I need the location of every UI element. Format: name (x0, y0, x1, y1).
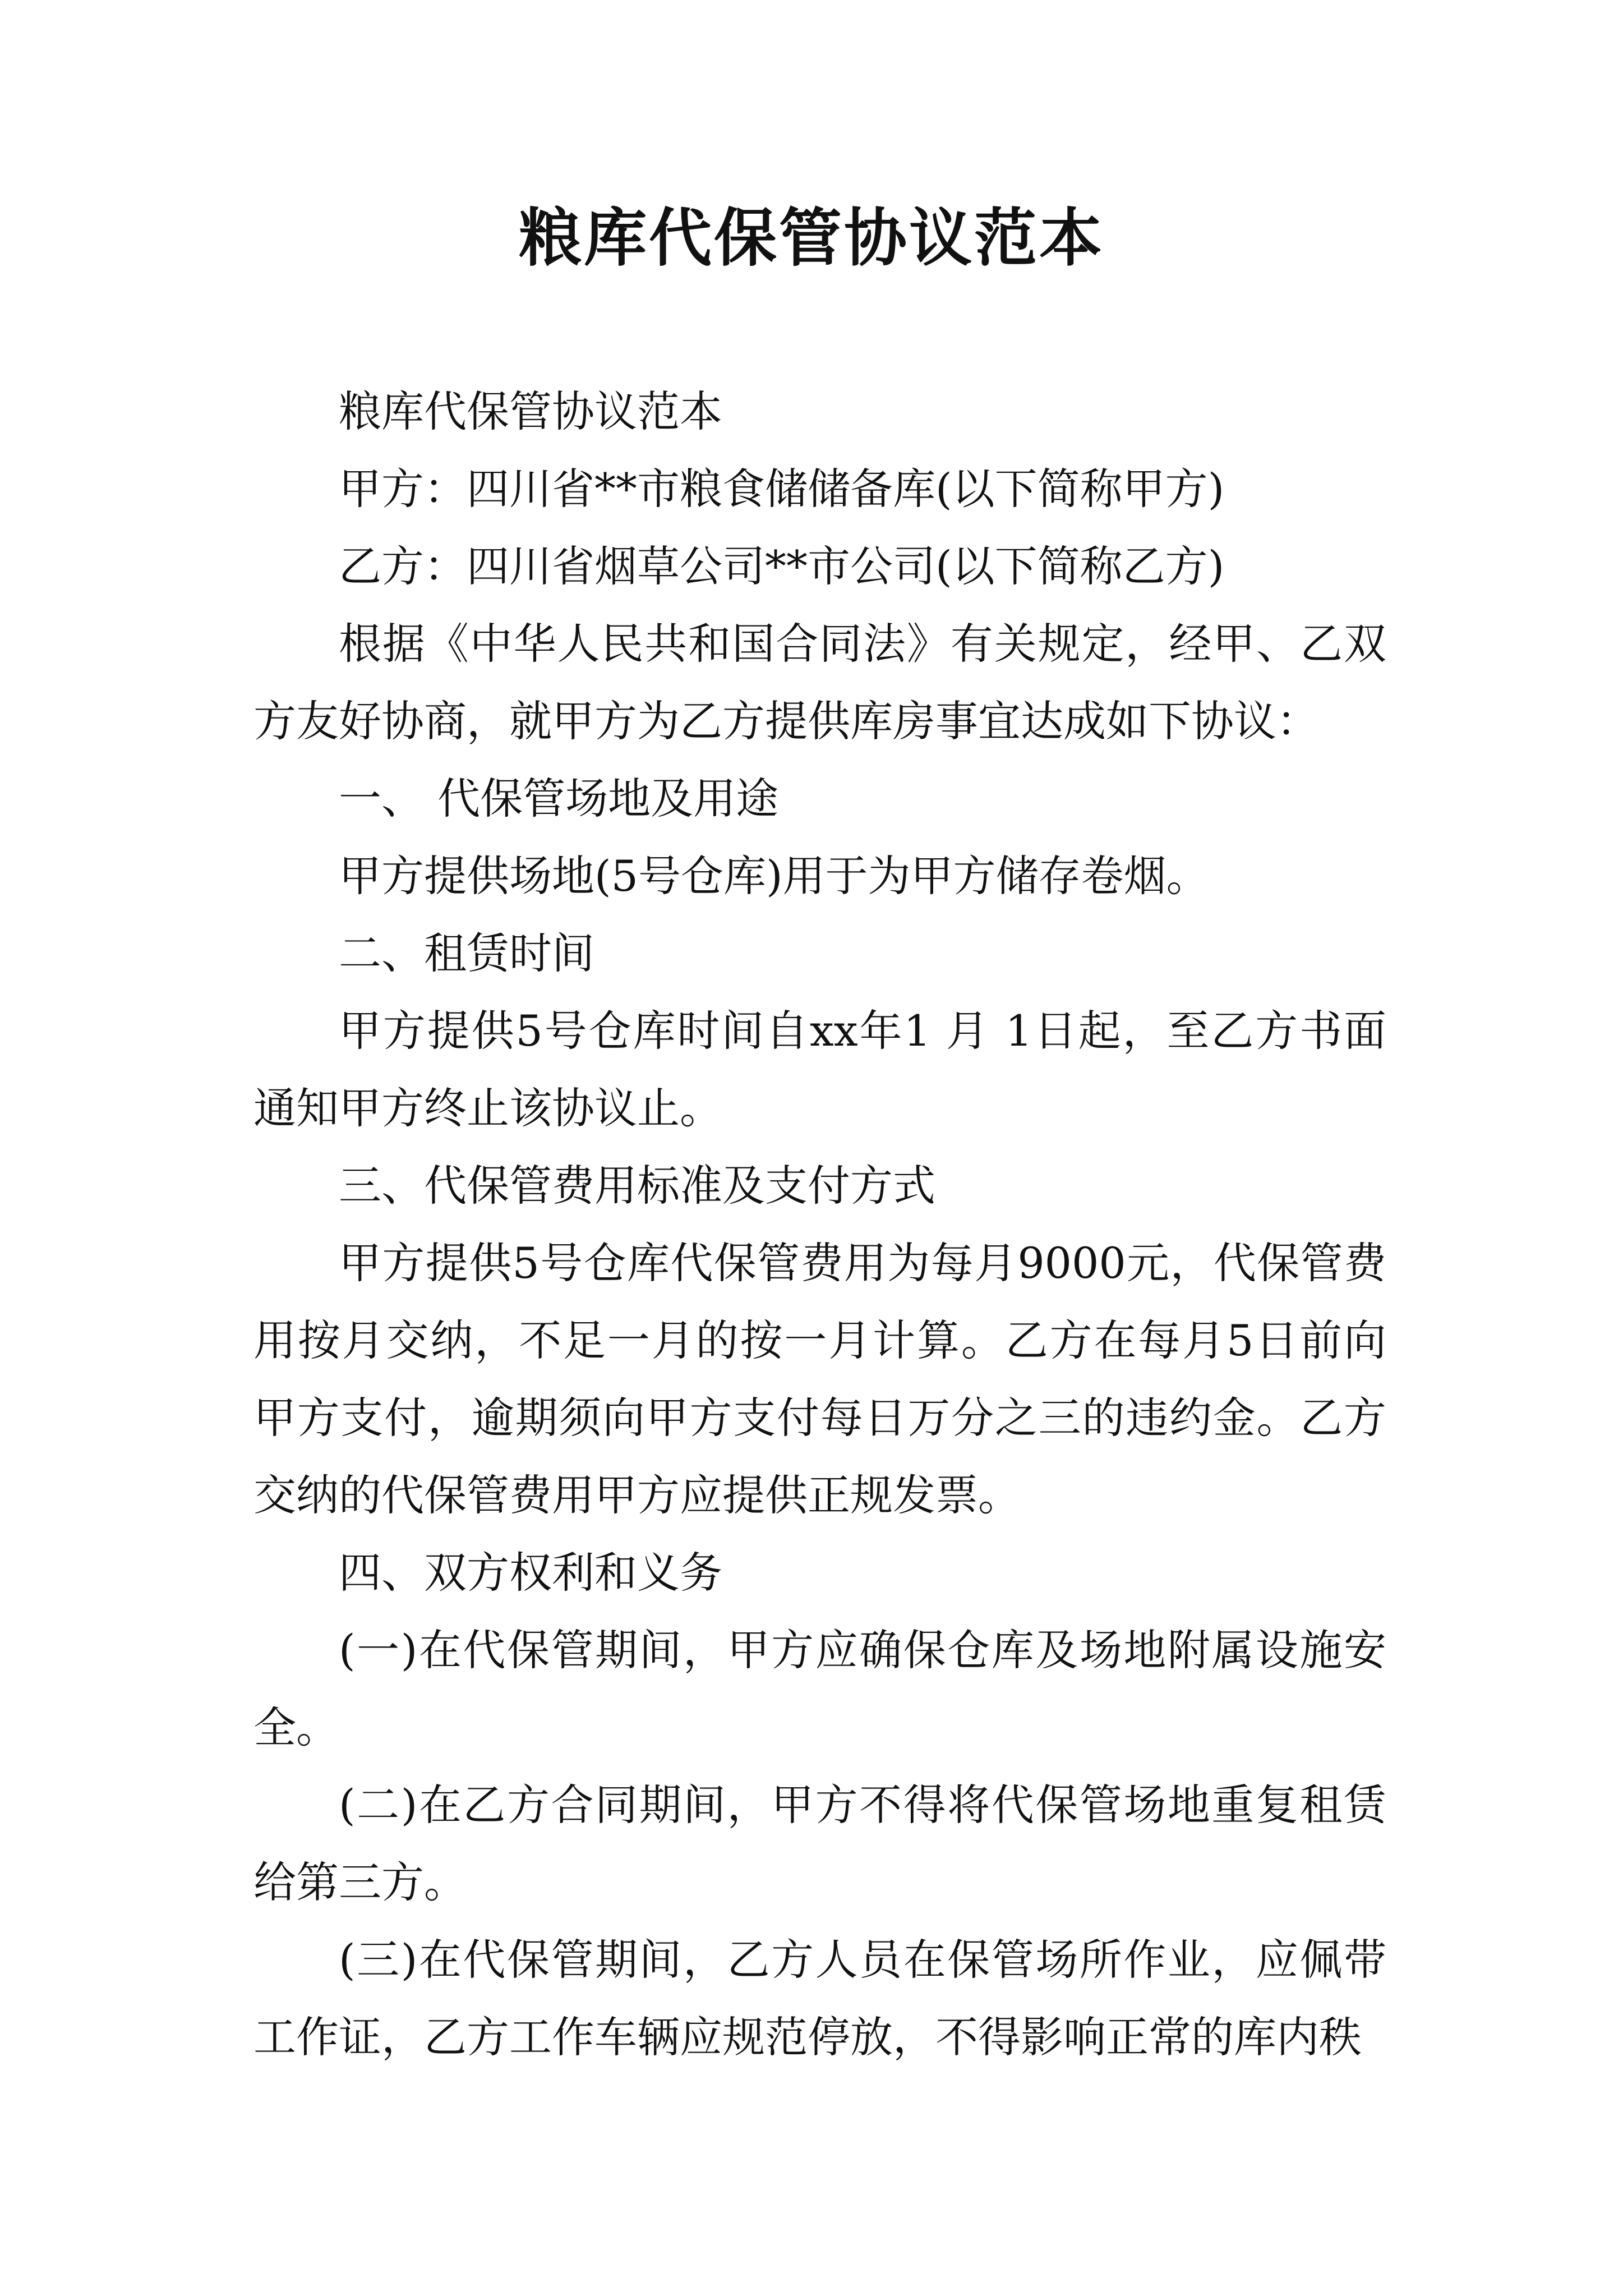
paragraph-heading-repeat: 粮库代保管协议范本 (339, 386, 722, 436)
document-title: 粮库代保管协议范本 (519, 201, 1104, 275)
paragraph-clause-1: (一)在代保管期间，甲方应确保仓库及场地附属设施安全。 (253, 1625, 1386, 1752)
section-heading-1: 一、 代保管场地及用途 (339, 774, 779, 823)
paragraph-party-a: 甲方：四川省**市粮食储储备库(以下简称甲方) (339, 464, 1225, 514)
paragraph-section-2: 甲方提供5号仓库时间自xx年1 月 1日起，至乙方书面通知甲方终止该协议止。 (253, 1006, 1386, 1133)
paragraph-section-3: 甲方提供5号仓库代保管费用为每月9000元，代保管费用按月交纳，不足一月的按一月计算。乙方在每月5日前向甲方支付，逾期须向甲方支付每日万分之三的违约金。乙方交纳的代保管费用甲方应提供正规发票。 (253, 1238, 1386, 1520)
paragraph-preamble: 根据《中华人民共和国合同法》有关规定，经甲、乙双方友好协商，就甲方为乙方提供库房事宜达成如下协议： (253, 619, 1386, 746)
paragraph-clause-2: (二)在乙方合同期间，甲方不得将代保管场地重复租赁给第三方。 (253, 1780, 1386, 1907)
paragraph-clause-3: (三)在代保管期间，乙方人员在保管场所作业，应佩带工作证，乙方工作车辆应规范停放，不得影响正常的库内秩 (253, 1935, 1386, 2062)
section-heading-2: 二、租赁时间 (339, 928, 594, 978)
section-heading-4: 四、双方权利和义务 (339, 1548, 722, 1598)
paragraph-party-b: 乙方：四川省烟草公司**市公司(以下简称乙方) (339, 541, 1225, 591)
section-heading-3: 三、代保管费用标准及支付方式 (339, 1161, 935, 1211)
paragraph-section-1: 甲方提供场地(5号仓库)用于为甲方储存卷烟。 (339, 851, 1209, 901)
document-body (253, 373, 1386, 2076)
